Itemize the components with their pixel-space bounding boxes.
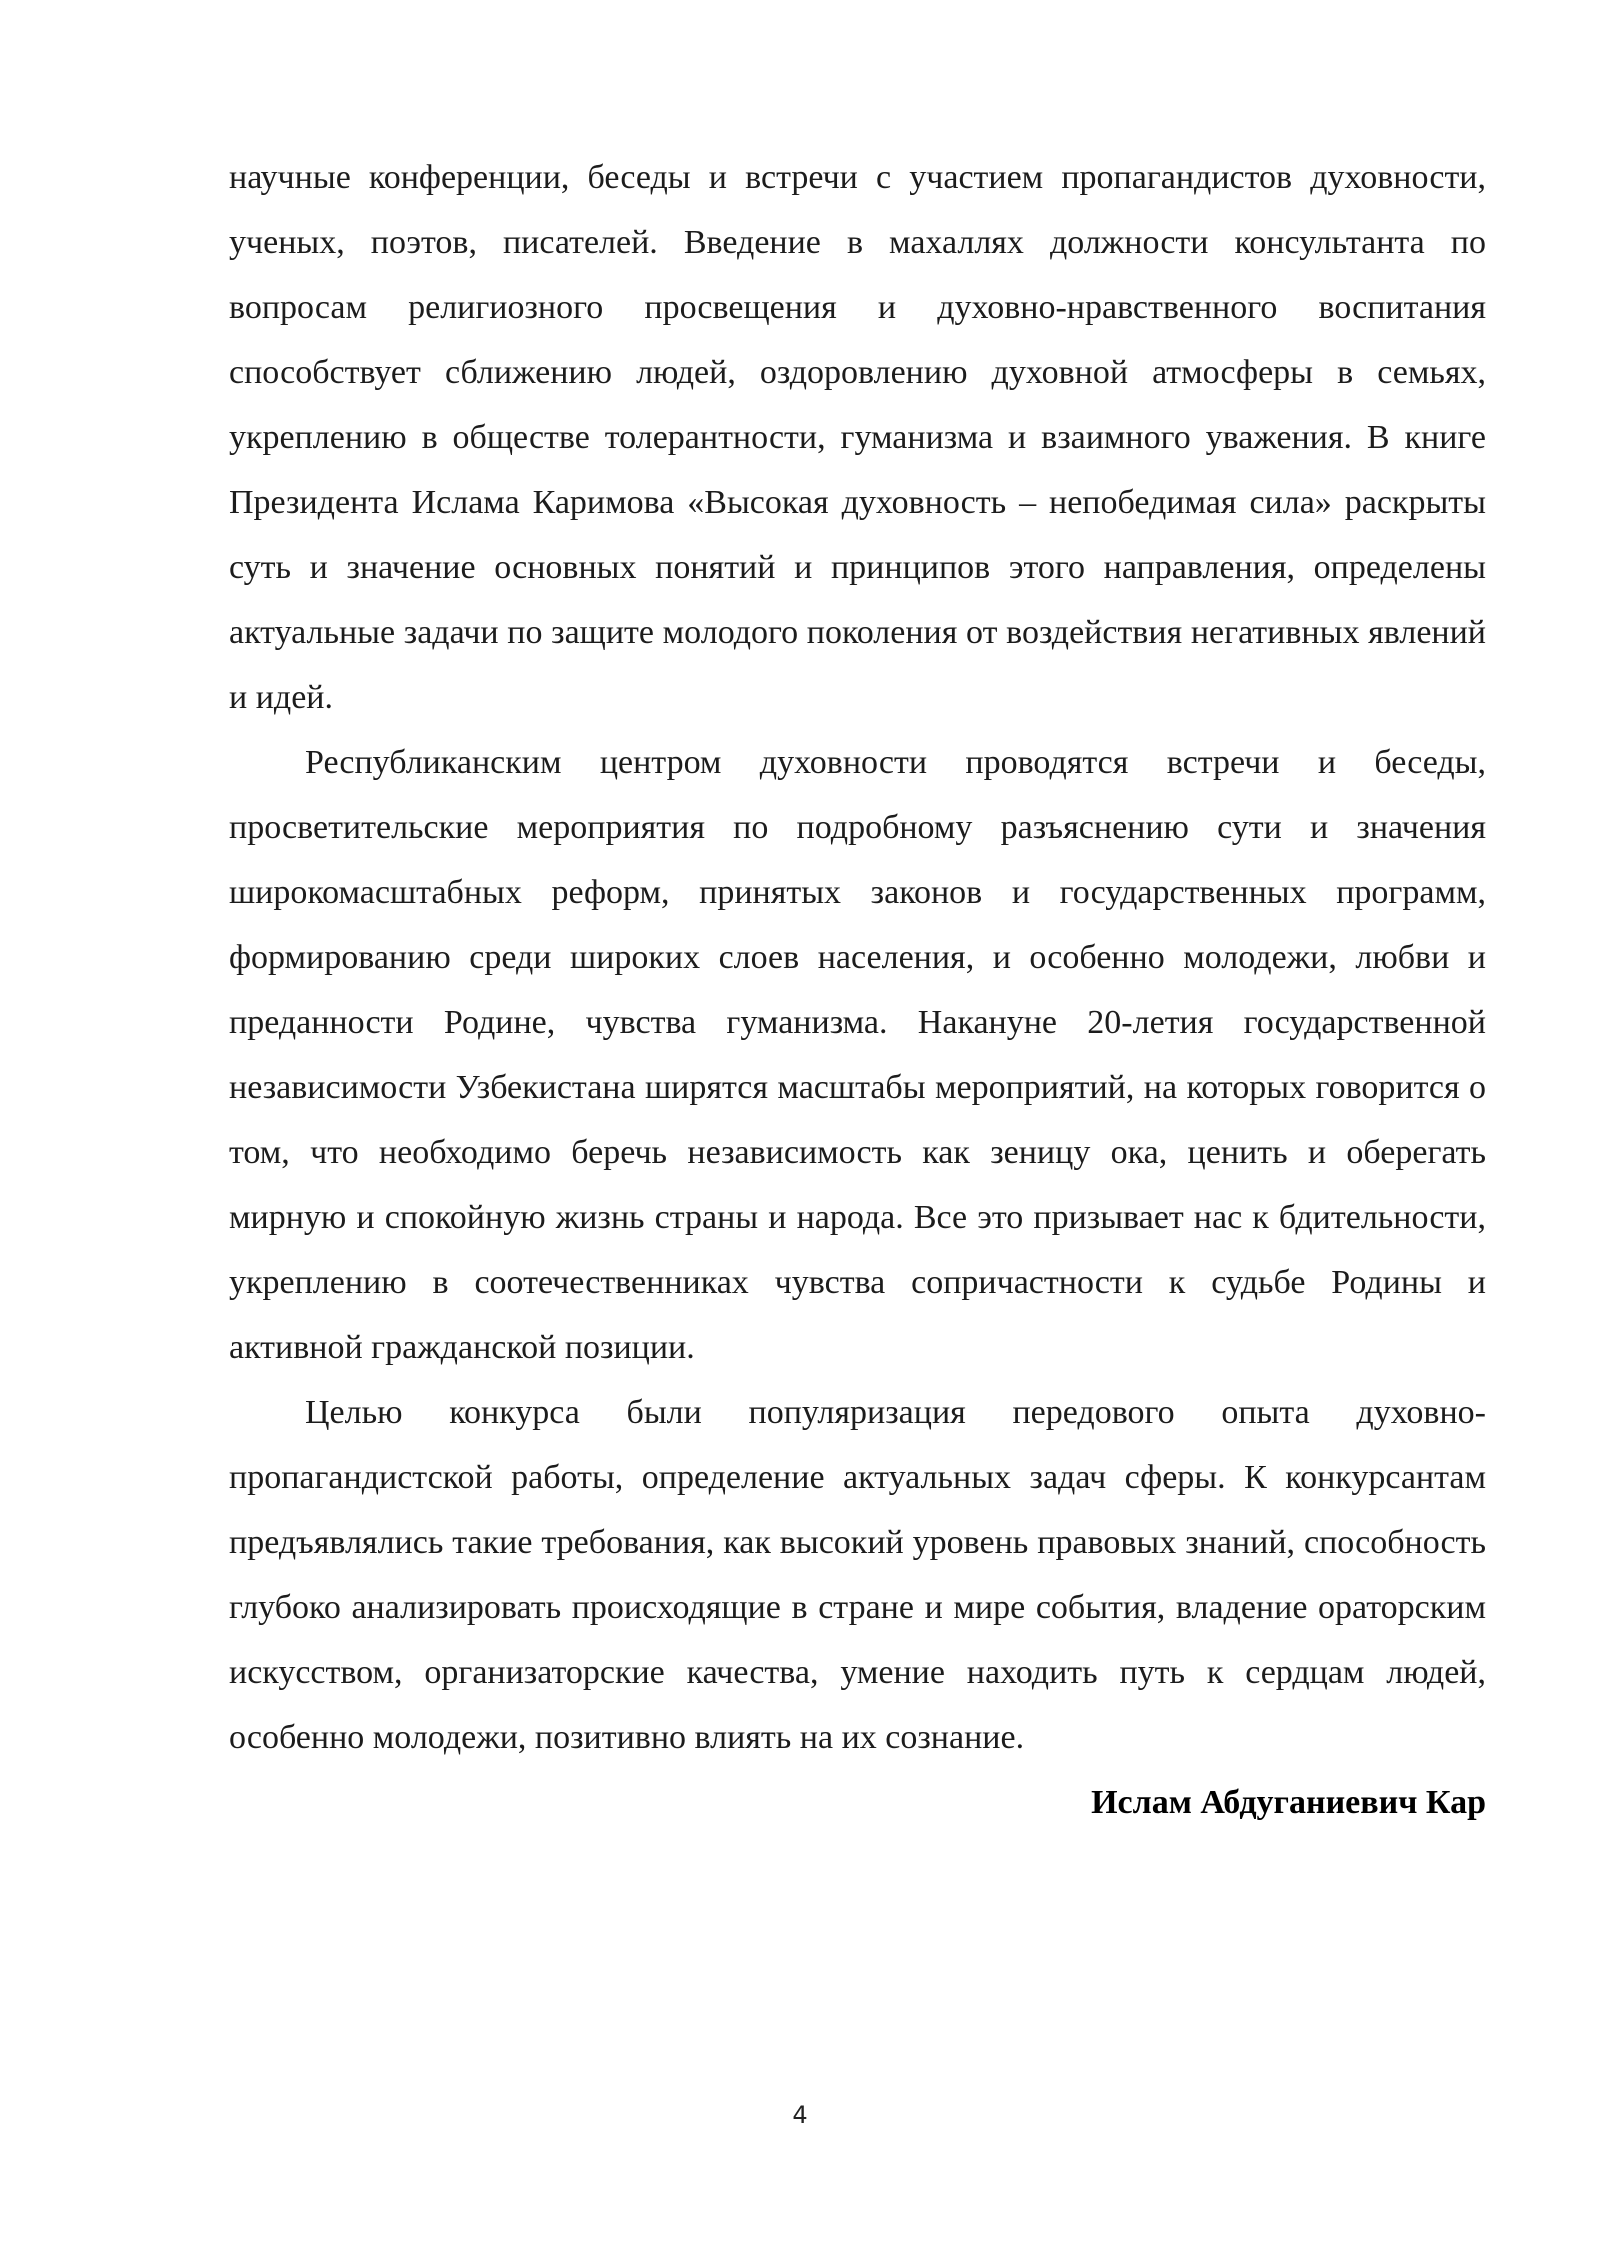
document-body (229, 145, 1486, 1835)
author-signature: Ислам Абдуганиевич Кар (1091, 1784, 1486, 1821)
paragraph-1: научные конференции, беседы и встречи с участием пропагандистов духовности, ученых, поэтов, писателей. Введение в махаллях должности консультанта по вопросам религиозного просвещения и духовно-нравственного воспитания способствует сближению людей, оздоровлению духовной атмосферы в семьях, укреплению в обществе толерантности, гуманизма и взаимного уважения. В книге Президента Ислама Каримова «Высокая духовность – непобедимая сила» раскрыты суть и значение основных понятий и принципов этого направления, определены актуальные задачи по защите молодого поколения от воздействия негативных явлений и идей. (229, 159, 1486, 716)
paragraph-2: Республиканским центром духовности проводятся встречи и беседы, просветительские мероприятия по подробному разъяснению сути и значения широкомасштабных реформ, принятых законов и государственных программ, формированию среди широких слоев населения, и особенно молодежи, любви и преданности Родине, чувства гуманизма. Накануне 20-летия государственной независимости Узбекистана ширятся масштабы мероприятий, на которых говорится о том, что необходимо беречь независимость как зеницу ока, ценить и оберегать мирную и спокойную жизнь страны и народа. Все это призывает нас к бдительности, укреплению в соотечественниках чувства сопричастности к судьбе Родины и активной гражданской позиции. (229, 744, 1486, 1366)
paragraph-3: Целью конкурса были популяризация передового опыта духовно-пропагандистской работы, определение актуальных задач сферы. К конкурсантам предъявлялись такие требования, как высокий уровень правовых знаний, способность глубоко анализировать происходящие в стране и мире события, владение ораторским искусством, организаторские качества, умение находить путь к сердцам людей, особенно молодежи, позитивно влиять на их сознание. (229, 1394, 1486, 1756)
page-number: 4 (792, 2101, 808, 2129)
